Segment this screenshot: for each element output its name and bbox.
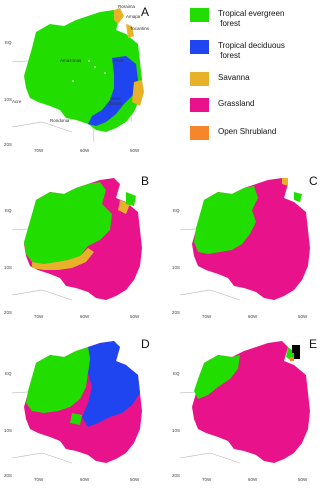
- legend-item-savanna: [190, 72, 330, 92]
- lon-label-50w-a: 50W: [130, 148, 140, 153]
- lat-label-eq-c: EQ: [173, 208, 180, 213]
- legend-label-grassland: Grassland: [218, 99, 255, 108]
- legend-label-deciduous: Tropical deciduous forest: [218, 41, 285, 60]
- legend-item-deciduous: [190, 40, 330, 70]
- lon-label-50w-c: 50W: [298, 314, 308, 319]
- panel-letter-a: A: [141, 5, 150, 19]
- legend-swatch-evergreen: [190, 8, 209, 22]
- lon-label-50w-d: 50W: [130, 477, 140, 482]
- lon-label-70w-d: 70W: [34, 477, 44, 482]
- map-b-svg: [2, 170, 152, 320]
- map-c-svg: [170, 170, 320, 320]
- legend-label-evergreen: Tropical evergreen forest: [218, 9, 285, 28]
- legend: [190, 4, 330, 154]
- lat-label-eq-e: EQ: [173, 371, 180, 376]
- map-panel-c: [170, 170, 320, 320]
- shrubland-patch: [290, 357, 294, 361]
- lon-label-70w-b: 70W: [34, 314, 44, 319]
- legend-item-evergreen: [190, 8, 330, 38]
- legend-swatch-shrubland: [190, 126, 209, 140]
- state-label-para: Para: [114, 58, 124, 63]
- lat-label-10s-d: 10S: [4, 428, 13, 433]
- lon-label-50w-e: 50W: [298, 477, 308, 482]
- lat-label-20s-a: 20S: [4, 142, 13, 147]
- lat-label-10s-b: 10S: [4, 265, 13, 270]
- lon-label-60w-a: 60W: [80, 148, 90, 153]
- map-a-svg: [2, 2, 152, 152]
- panel-letter-b: B: [141, 174, 150, 188]
- lat-label-10s-a: 10S: [4, 97, 13, 102]
- legend-swatch-grassland: [190, 98, 209, 112]
- lat-label-eq-a: EQ: [5, 40, 12, 45]
- state-label-rondonia: Rondonia: [50, 118, 70, 123]
- map-panel-a: [2, 2, 152, 152]
- map-e-svg: [170, 333, 320, 483]
- state-label-tocantins: Tocantins: [130, 26, 150, 31]
- state-label-acre: Acre: [12, 99, 22, 104]
- lon-label-70w-c: 70W: [202, 314, 212, 319]
- map-d-svg: [2, 333, 152, 483]
- legend-label-shrubland: Open Shrubland: [218, 127, 277, 136]
- lat-label-eq-d: EQ: [5, 371, 12, 376]
- lat-label-20s-b: 20S: [4, 310, 13, 315]
- lon-label-60w-b: 60W: [80, 314, 90, 319]
- lon-label-70w-e: 70W: [202, 477, 212, 482]
- state-label-amapa: Amapa: [126, 14, 141, 19]
- panel-letter-e: E: [309, 337, 318, 351]
- state-label-mato-grosso: Mato Grosso: [108, 96, 123, 106]
- legend-item-shrubland: [190, 126, 330, 146]
- lat-label-eq-b: EQ: [5, 208, 12, 213]
- lon-label-60w-c: 60W: [248, 314, 258, 319]
- state-label-amazonas: Amazonas: [60, 58, 82, 63]
- legend-item-grassland: [190, 98, 330, 118]
- lat-label-20s-e: 20S: [172, 473, 181, 478]
- legend-swatch-deciduous: [190, 40, 209, 54]
- lat-label-10s-c: 10S: [172, 265, 181, 270]
- lat-label-20s-d: 20S: [4, 473, 13, 478]
- state-label-roraima: Roraima: [118, 4, 136, 9]
- lat-label-20s-c: 20S: [172, 310, 181, 315]
- legend-swatch-savanna: [190, 72, 209, 86]
- evergreen-patch-d: [70, 413, 82, 425]
- panel-letter-c: C: [309, 174, 318, 188]
- evergreen-patch-ne: [294, 192, 302, 202]
- lon-label-50w-b: 50W: [130, 314, 140, 319]
- legend-label-savanna: Savanna: [218, 73, 250, 82]
- lat-label-10s-e: 10S: [172, 428, 181, 433]
- lon-label-70w-a: 70W: [34, 148, 44, 153]
- lon-label-60w-e: 60W: [248, 477, 258, 482]
- map-panel-b: [2, 170, 152, 320]
- panel-letter-d: D: [141, 337, 150, 351]
- map-panel-e: [170, 333, 320, 483]
- lon-label-60w-d: 60W: [80, 477, 90, 482]
- map-panel-d: [2, 333, 152, 483]
- evergreen-patch-ne: [126, 192, 136, 206]
